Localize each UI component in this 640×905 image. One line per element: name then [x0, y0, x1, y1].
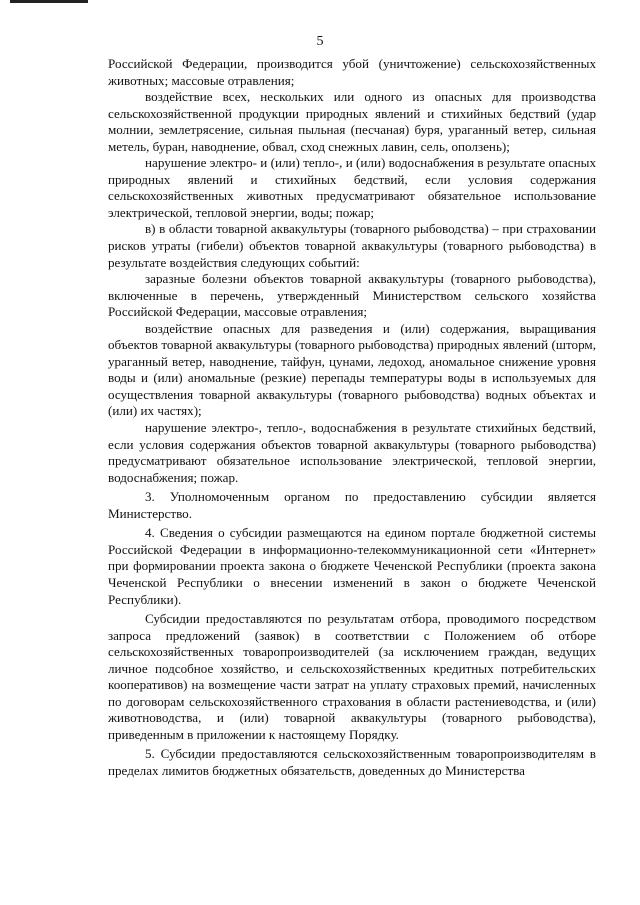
paragraph: 5. Субсидии предоставляются сельскохозяйственным товаропроизводителям в пределах лимитов бюджетных обязательств, доведенных до Министерства [108, 746, 596, 778]
paragraph: воздействие опасных для разведения и (или) содержания, выращивания объектов товарной аквакультуры (товарного рыбоводства) природных явлений (шторм, ураганный ветер, наводнение, тайфун, цунами, ледоход, аномальное снижение уровня воды и (или) аномальные (резкие) перепады температуры воды в используемых для осуществления товарной аквакультуры (товарного рыбоводства) водных объектах и (или) их частях); [108, 320, 596, 419]
paragraph: воздействие всех, нескольких или одного из опасных для производства сельскохозяйственной продукции природных явлений и стихийных бедствий (удар молнии, землетрясение, сильная пыльная (песчаная) буря, ураганный ветер, сильная метель, буран, наводнение, обвал, сход снежных лавин, сель, оползень); [108, 89, 596, 154]
paragraph: нарушение электро- и (или) тепло-, и (или) водоснабжения в результате опасных природных явлений и стихийных бедствий, если условия содержания сельскохозяйственных животных предусматривают обязательное использование электрической, тепловой энергии, воды; пожар; [108, 155, 596, 220]
paragraph: в) в области товарной аквакультуры (товарного рыбоводства) – при страховании рисков утраты (гибели) объектов товарной аквакультуры (товарного рыбоводства) в результате воздействия следующих событий: [108, 221, 596, 270]
paragraph: Российской Федерации, производится убой (уничтожение) сельскохозяйственных животных; массовые отравления; [108, 56, 596, 88]
paragraph: нарушение электро-, тепло-, водоснабжения в результате стихийных бедствий, если условия содержания объектов товарной аквакультуры (товарного рыбоводства) предусматривают обязательное использование электрической, тепловой энергии, водоснабжения; пожар. [108, 420, 596, 485]
paragraph: 3. Уполномоченным органом по предоставлению субсидии является Министерство. [108, 489, 596, 521]
paragraph: 4. Сведения о субсидии размещаются на едином портале бюджетной системы Российской Федерации в информационно-телекоммуникационной сети «Интернет» при формировании проекта закона о бюджете Чеченской Республики (проекта закона Чеченской Республики о внесении изменений в закон о бюджете Чеченской Республики). [108, 525, 596, 607]
page-number: 5 [316, 34, 324, 49]
top-rule [10, 0, 88, 3]
document-body [108, 56, 596, 780]
paragraph: Субсидии предоставляются по результатам отбора, проводимого посредством запроса предложений (заявок) в соответствии с Положением об отборе сельскохозяйственных товаропроизводителей (за исключением граждан, ведущих личное подсобное хозяйство, и сельскохозяйственных кредитных потребительских кооперативов) на возмещение части затрат на уплату страховых премий, начисленных по договорам сельскохозяйственного страхования в области растениеводства, и (или) животноводства, и (или) товарной аквакультуры (товарного рыбоводства), приведенным в приложении к настоящему Порядку. [108, 611, 596, 742]
paragraph: заразные болезни объектов товарной аквакультуры (товарного рыбоводства), включенные в перечень, утвержденный Министерством сельского хозяйства Российской Федерации, массовые отравления; [108, 271, 596, 320]
